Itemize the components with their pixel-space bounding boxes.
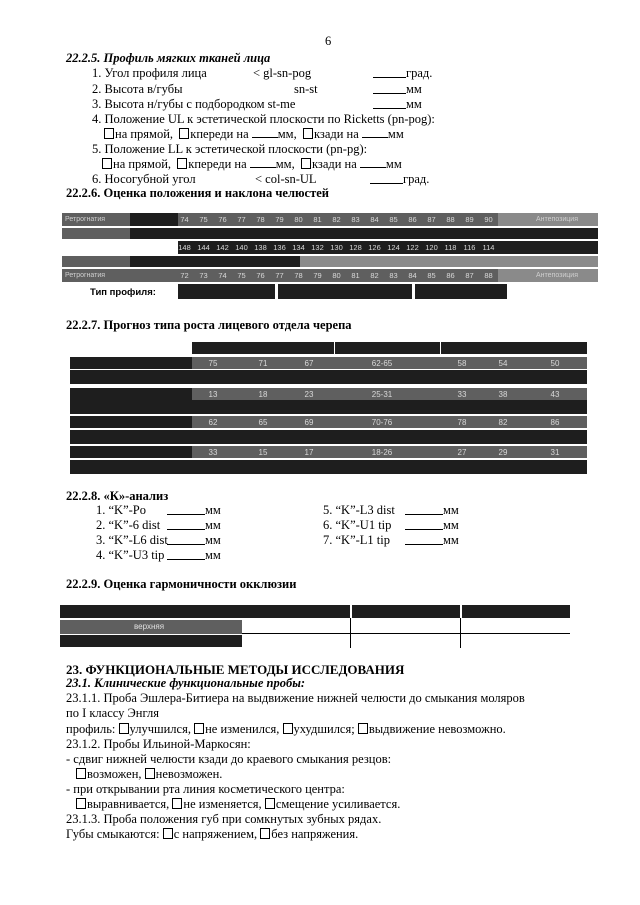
jaw-value-cell: 138 xyxy=(254,243,267,252)
ul-back-field[interactable] xyxy=(362,127,388,138)
growth-value-cell: 69 xyxy=(304,418,314,427)
growth-value-cell: 58 xyxy=(457,359,467,368)
jaw-value-cell: 74 xyxy=(218,271,227,280)
checkbox-with-tension[interactable] xyxy=(163,828,173,839)
k-item-field[interactable] xyxy=(405,504,443,515)
growth-row-separator xyxy=(70,460,587,474)
ul-forward-field[interactable] xyxy=(252,127,278,138)
k-item-field[interactable] xyxy=(167,549,205,560)
k-item-label: 1. “K”-Po xyxy=(96,503,146,517)
growth-value-cell: 70-76 xyxy=(371,418,393,427)
item-1-code: < gl-sn-pog xyxy=(253,66,312,80)
growth-row-separator xyxy=(70,370,587,384)
item-2-field[interactable] xyxy=(373,83,406,94)
jaw-value-cell: 148 xyxy=(178,243,191,252)
k-item-unit: мм xyxy=(205,533,221,547)
growth-value-cell: 13 xyxy=(208,390,218,399)
checkbox-unchanged[interactable] xyxy=(194,723,204,734)
jaw-value-cell: 79 xyxy=(275,215,284,224)
jaw-value-cell: 78 xyxy=(256,215,265,224)
k-item-unit: мм xyxy=(443,518,459,532)
test-1-title-cont: по I классу Энгля xyxy=(66,706,159,720)
jaw-value-cell: 124 xyxy=(387,243,400,252)
jaw-value-cell: 114 xyxy=(482,243,495,252)
k-item-unit: мм xyxy=(205,503,221,517)
checkbox-ul-forward[interactable] xyxy=(179,128,189,139)
growth-value-cell: 67 xyxy=(304,359,314,368)
growth-value-cell: 31 xyxy=(550,448,560,457)
item-1-label: 1. Угол профиля лица xyxy=(92,66,207,80)
jaw-value-cell: 80 xyxy=(294,215,303,224)
checkbox-impossible[interactable] xyxy=(358,723,368,734)
item-6-code: < col-sn-UL xyxy=(255,172,317,186)
item-5-options: на прямой, кпереди на мм, кзади на мм xyxy=(102,157,402,172)
checkbox-no-change[interactable] xyxy=(172,798,182,809)
growth-value-cell: 18 xyxy=(258,390,268,399)
jaw-value-cell: 75 xyxy=(199,215,208,224)
section-title-growth-forecast: 22.2.7. Прогноз типа роста лицевого отдела черепа xyxy=(66,318,352,332)
checkbox-without-tension[interactable] xyxy=(260,828,270,839)
jaw-value-cell: 76 xyxy=(256,271,265,280)
checkbox-ul-straight[interactable] xyxy=(104,128,114,139)
jaw-value-cell: 128 xyxy=(349,243,362,252)
jaw-value-cell: 73 xyxy=(199,271,208,280)
jaw-value-cell: 136 xyxy=(273,243,286,252)
growth-value-cell: 78 xyxy=(457,418,467,427)
retrognathia-label-bottom: Ретрогнатия xyxy=(65,272,106,279)
jaw-value-cell: 86 xyxy=(446,271,455,280)
growth-value-cell: 65 xyxy=(258,418,268,427)
item-5-label: 5. Положение LL к эстетической плоскости (pn-pg): xyxy=(92,142,368,156)
growth-value-cell: 75 xyxy=(208,359,218,368)
jaw-value-cell: 80 xyxy=(332,271,341,280)
checkbox-possible[interactable] xyxy=(76,768,86,779)
checkbox-aligns[interactable] xyxy=(76,798,86,809)
jaw-value-cell: 82 xyxy=(332,215,341,224)
item-2-unit: мм xyxy=(406,82,422,96)
ll-back-field[interactable] xyxy=(360,157,386,168)
page-number: 6 xyxy=(325,34,332,48)
test-3-title: 23.1.3. Проба положения губ при сомкнутых зубных рядах. xyxy=(66,812,382,826)
jaw-value-cell: 126 xyxy=(368,243,381,252)
jaw-value-cell: 140 xyxy=(235,243,248,252)
section-title-soft-tissue: 22.2.5. Профиль мягких тканей лица xyxy=(66,51,271,65)
test-2-title: 23.1.2. Пробы Ильиной-Маркосян: xyxy=(66,737,251,751)
growth-row-label-cell xyxy=(70,357,192,369)
test-2-item-2: - при открывании рта линия косметического центра: xyxy=(66,782,345,796)
subsection-title-clinical: 23.1. Клинические функциональные пробы: xyxy=(66,676,306,690)
growth-value-cell: 62-65 xyxy=(371,359,393,368)
k-item-label: 5. “K”-L3 dist xyxy=(323,503,395,517)
growth-row-separator xyxy=(70,400,587,414)
checkbox-shift-increases[interactable] xyxy=(265,798,275,809)
growth-row-label-cell xyxy=(70,388,192,400)
k-item-unit: мм xyxy=(205,518,221,532)
anteposition-label-top: Антепозиция xyxy=(536,216,578,223)
profile-type-label: Тип профиля: xyxy=(90,287,156,298)
jaw-value-cell: 134 xyxy=(292,243,305,252)
jaw-value-cell: 83 xyxy=(351,215,360,224)
growth-value-cell: 62 xyxy=(208,418,218,427)
jaw-value-cell: 85 xyxy=(389,215,398,224)
jaw-value-cell: 84 xyxy=(370,215,379,224)
jaw-value-cell: 90 xyxy=(484,215,493,224)
jaw-value-cell: 87 xyxy=(427,215,436,224)
lips-options: Губы смыкаются: с напряжением, без напряжения. xyxy=(66,827,359,841)
k-item-label: 4. “K”-U3 tip xyxy=(96,548,165,562)
jaw-value-cell: 118 xyxy=(444,243,457,252)
growth-row-label-cell xyxy=(70,446,192,458)
item-6-label: 6. Носогубной угол xyxy=(92,172,196,186)
jaw-value-cell: 82 xyxy=(370,271,379,280)
section-title-k-analysis: 22.2.8. «К»-анализ xyxy=(66,489,169,503)
test-1-title: 23.1.1. Проба Эшлера-Битиера на выдвижение нижней челюсти до смыкания моляров xyxy=(66,691,525,705)
jaw-value-cell: 84 xyxy=(408,271,417,280)
item-6-unit: град. xyxy=(403,172,430,186)
item-3-label: 3. Высота н/губы с подбородком st-me xyxy=(92,97,296,111)
checkbox-ll-straight[interactable] xyxy=(102,158,112,169)
growth-value-cell: 54 xyxy=(498,359,508,368)
section-title-jaw-position: 22.2.6. Оценка положения и наклона челюстей xyxy=(66,186,329,200)
item-4-label: 4. Положение UL к эстетической плоскости по Ricketts (pn-pog): xyxy=(92,112,435,126)
jaw-value-cell: 78 xyxy=(294,271,303,280)
jaw-value-cell: 81 xyxy=(351,271,360,280)
center-line-options: выравнивается, не изменяется, смещение усиливается. xyxy=(76,797,400,812)
shift-options: возможен, невозможен. xyxy=(76,767,222,782)
checkbox-ll-back[interactable] xyxy=(301,158,311,169)
jaw-value-cell: 75 xyxy=(237,271,246,280)
ll-forward-field[interactable] xyxy=(250,157,276,168)
section-title-functional: 23. ФУНКЦИОНАЛЬНЫЕ МЕТОДЫ ИССЛЕДОВАНИЯ xyxy=(66,662,405,677)
growth-value-cell: 29 xyxy=(498,448,508,457)
item-3-field[interactable] xyxy=(373,98,406,109)
growth-value-cell: 18-26 xyxy=(371,448,393,457)
growth-row-label-cell xyxy=(70,416,192,428)
growth-value-cell: 43 xyxy=(550,390,560,399)
jaw-value-cell: 74 xyxy=(180,215,189,224)
jaw-value-cell: 89 xyxy=(465,215,474,224)
jaw-value-cell: 77 xyxy=(275,271,284,280)
checkbox-not-possible[interactable] xyxy=(145,768,155,779)
growth-value-cell: 17 xyxy=(304,448,314,457)
jaw-value-cell: 144 xyxy=(197,243,210,252)
checkbox-ll-forward[interactable] xyxy=(177,158,187,169)
jaw-value-cell: 86 xyxy=(408,215,417,224)
growth-value-cell: 38 xyxy=(498,390,508,399)
jaw-value-cell: 142 xyxy=(216,243,229,252)
item-1-field[interactable] xyxy=(373,67,406,78)
checkbox-ul-back[interactable] xyxy=(303,128,313,139)
test-2-item-1: - сдвиг нижней челюсти кзади до краевого смыкания резцов: xyxy=(66,752,392,766)
growth-row-separator xyxy=(70,430,587,444)
item-6-field[interactable] xyxy=(370,173,403,184)
k-item-field[interactable] xyxy=(167,504,205,515)
jaw-value-cell: 85 xyxy=(427,271,436,280)
profile-options: профиль: улучшился, не изменился, ухудшился; выдвижение невозможно. xyxy=(66,722,506,736)
k-item-label: 3. “K”-L6 dist xyxy=(96,533,168,547)
growth-value-cell: 33 xyxy=(457,390,467,399)
growth-value-cell: 86 xyxy=(550,418,560,427)
item-2-code: sn-st xyxy=(294,82,318,96)
occlusion-upper-label: верхняя xyxy=(134,622,165,631)
jaw-value-cell: 79 xyxy=(313,271,322,280)
k-item-field[interactable] xyxy=(405,519,443,530)
item-2-label: 2. Высота в/губы xyxy=(92,82,183,96)
jaw-value-cell: 72 xyxy=(180,271,189,280)
jaw-value-cell: 130 xyxy=(330,243,343,252)
growth-value-cell: 27 xyxy=(457,448,467,457)
growth-value-cell: 50 xyxy=(550,359,560,368)
growth-value-cell: 23 xyxy=(304,390,314,399)
growth-value-cell: 15 xyxy=(258,448,268,457)
k-item-label: 2. “K”-6 dist xyxy=(96,518,161,532)
k-item-unit: мм xyxy=(443,503,459,517)
jaw-value-cell: 88 xyxy=(484,271,493,280)
item-4-options: на прямой, кпереди на мм, кзади на мм xyxy=(104,127,404,142)
checkbox-improved[interactable] xyxy=(119,723,129,734)
jaw-value-cell: 83 xyxy=(389,271,398,280)
jaw-value-cell: 81 xyxy=(313,215,322,224)
k-item-label: 7. “K”-L1 tip xyxy=(323,533,390,547)
item-3-unit: мм xyxy=(406,97,422,111)
jaw-value-cell: 132 xyxy=(311,243,324,252)
jaw-value-cell: 88 xyxy=(446,215,455,224)
item-1-unit: град. xyxy=(406,66,433,80)
retrognathia-label-top: Ретрогнатия xyxy=(65,216,106,223)
k-item-label: 6. “K”-U1 tip xyxy=(323,518,392,532)
jaw-value-cell: 122 xyxy=(406,243,419,252)
k-item-field[interactable] xyxy=(167,534,205,545)
growth-value-cell: 25-31 xyxy=(371,390,393,399)
jaw-value-cell: 87 xyxy=(465,271,474,280)
checkbox-worsened[interactable] xyxy=(283,723,293,734)
growth-value-cell: 82 xyxy=(498,418,508,427)
jaw-value-cell: 120 xyxy=(425,243,438,252)
jaw-value-cell: 77 xyxy=(237,215,246,224)
section-title-occlusion: 22.2.9. Оценка гармоничности окклюзии xyxy=(66,577,297,591)
growth-value-cell: 33 xyxy=(208,448,218,457)
jaw-value-cell: 76 xyxy=(218,215,227,224)
k-item-unit: мм xyxy=(443,533,459,547)
growth-value-cell: 71 xyxy=(258,359,268,368)
k-item-unit: мм xyxy=(205,548,221,562)
anteposition-label-bottom: Антепозиция xyxy=(536,272,578,279)
jaw-value-cell: 116 xyxy=(463,243,476,252)
k-item-field[interactable] xyxy=(405,534,443,545)
k-item-field[interactable] xyxy=(167,519,205,530)
